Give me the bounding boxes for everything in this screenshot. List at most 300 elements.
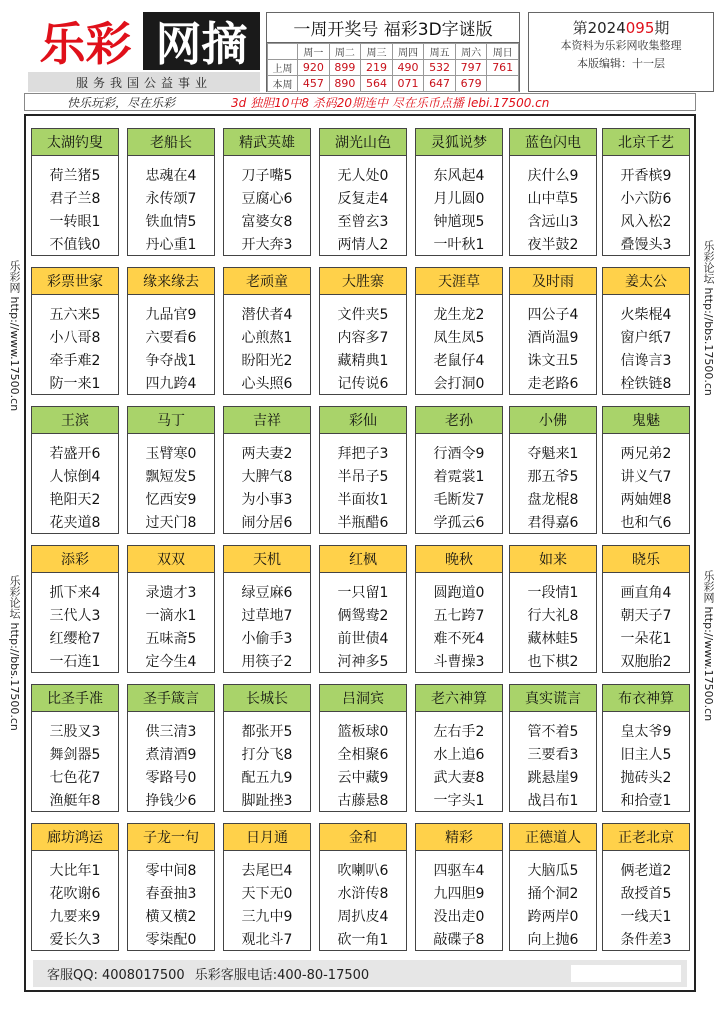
riddle-item: 红缨枪7 bbox=[49, 631, 101, 647]
riddle-item: 配五九9 bbox=[241, 770, 293, 786]
card-title: 太湖钓叟 bbox=[32, 129, 118, 156]
card-title: 老船长 bbox=[128, 129, 214, 156]
card-title: 子龙一句 bbox=[128, 824, 214, 851]
card-title: 金和 bbox=[320, 824, 406, 851]
riddle-item: 月儿圆0 bbox=[433, 191, 485, 207]
riddle-item: 捅个洞2 bbox=[527, 886, 579, 902]
card-title: 晚秋 bbox=[416, 546, 502, 573]
riddle-item: 人惊倒4 bbox=[49, 469, 101, 485]
riddle-item: 诛文丑5 bbox=[527, 353, 579, 369]
riddle-item: 防一来1 bbox=[49, 376, 101, 392]
footer-blank-box bbox=[571, 965, 681, 982]
riddle-item: 全相聚6 bbox=[337, 747, 389, 763]
puzzle-card bbox=[223, 267, 311, 395]
card-items bbox=[320, 156, 406, 257]
day-cell: 周四 bbox=[392, 44, 424, 60]
card-title: 缘来缘去 bbox=[128, 268, 214, 295]
side-text-right-bottom: 乐彩网 http://www.17500.cn bbox=[702, 570, 715, 722]
riddle-item: 过草地7 bbox=[241, 608, 293, 624]
card-title: 吉祥 bbox=[224, 407, 310, 434]
riddle-item: 开大奔3 bbox=[241, 237, 293, 253]
puzzle-card bbox=[319, 406, 407, 534]
riddle-item: 两兄弟2 bbox=[620, 446, 672, 462]
riddle-item: 两夫妻2 bbox=[241, 446, 293, 462]
results-this-week-row bbox=[268, 76, 519, 92]
header bbox=[8, 6, 712, 90]
riddle-item: 九品官9 bbox=[145, 307, 197, 323]
day-cell: 周三 bbox=[361, 44, 393, 60]
card-items bbox=[128, 295, 214, 396]
ticker-bar bbox=[24, 93, 696, 111]
lottery-results-box bbox=[266, 12, 520, 92]
riddle-item: 天下无0 bbox=[241, 886, 293, 902]
result-number: 890 bbox=[329, 76, 361, 92]
puzzle-card bbox=[127, 128, 215, 256]
card-title: 老六神算 bbox=[416, 685, 502, 712]
card-title: 正德道人 bbox=[510, 824, 596, 851]
riddle-item: 心煎熬1 bbox=[241, 330, 293, 346]
riddle-item: 都张开5 bbox=[241, 724, 293, 740]
puzzle-card bbox=[31, 545, 119, 673]
riddle-item: 观北斗7 bbox=[241, 932, 293, 948]
puzzle-card bbox=[127, 406, 215, 534]
card-title: 老孙 bbox=[416, 407, 502, 434]
riddle-item: 刀子嘴5 bbox=[241, 168, 293, 184]
puzzle-card bbox=[223, 128, 311, 256]
issue-note: 本资料为乐彩网收集整理 bbox=[560, 39, 682, 52]
card-items bbox=[224, 851, 310, 952]
riddle-item: 向上抛6 bbox=[527, 932, 579, 948]
card-row bbox=[31, 267, 689, 395]
puzzle-card bbox=[319, 128, 407, 256]
card-items bbox=[320, 434, 406, 535]
result-number: 679 bbox=[455, 76, 487, 92]
card-items bbox=[224, 712, 310, 813]
riddle-item: 文件夹5 bbox=[337, 307, 389, 323]
riddle-item: 五味斋5 bbox=[145, 631, 197, 647]
card-title: 天涯草 bbox=[416, 268, 502, 295]
riddle-item: 内容多7 bbox=[337, 330, 389, 346]
puzzle-card bbox=[602, 684, 690, 812]
riddle-item: 四公子4 bbox=[527, 307, 579, 323]
riddle-item: 讲义气7 bbox=[620, 469, 672, 485]
card-title: 大胜寨 bbox=[320, 268, 406, 295]
riddle-item: 富婆女8 bbox=[241, 214, 293, 230]
puzzle-card bbox=[223, 406, 311, 534]
riddle-item: 忆西安9 bbox=[145, 492, 197, 508]
card-items bbox=[603, 851, 689, 952]
result-number: 457 bbox=[298, 76, 330, 92]
riddle-item: 火柴棍4 bbox=[620, 307, 672, 323]
riddle-item: 行酒令9 bbox=[433, 446, 485, 462]
card-title: 比圣手准 bbox=[32, 685, 118, 712]
card-items bbox=[416, 295, 502, 396]
card-items bbox=[32, 295, 118, 396]
slogan: 服务我国公益事业 bbox=[28, 72, 260, 92]
riddle-item: 开香槟9 bbox=[620, 168, 672, 184]
riddle-item: 皇太爷9 bbox=[620, 724, 672, 740]
result-number: 761 bbox=[487, 60, 519, 76]
riddle-item: 七色花7 bbox=[49, 770, 101, 786]
riddle-item: 零路号0 bbox=[145, 770, 197, 786]
card-title: 双双 bbox=[128, 546, 214, 573]
riddle-item: 挣钱少6 bbox=[145, 793, 197, 809]
card-title: 日月通 bbox=[224, 824, 310, 851]
puzzle-card bbox=[319, 823, 407, 951]
riddle-item: 心头照6 bbox=[241, 376, 293, 392]
riddle-item: 和拾壹1 bbox=[620, 793, 672, 809]
card-items bbox=[128, 156, 214, 257]
riddle-item: 煮清酒9 bbox=[145, 747, 197, 763]
day-cell: 周六 bbox=[455, 44, 487, 60]
riddle-item: 敌授首5 bbox=[620, 886, 672, 902]
puzzle-card bbox=[509, 128, 597, 256]
puzzle-card bbox=[127, 267, 215, 395]
riddle-item: 记传说6 bbox=[337, 376, 389, 392]
riddle-item: 三股叉3 bbox=[49, 724, 101, 740]
riddle-item: 老鼠仔4 bbox=[433, 353, 485, 369]
card-title: 廊坊鸿运 bbox=[32, 824, 118, 851]
card-items bbox=[32, 851, 118, 952]
riddle-item: 条件差3 bbox=[620, 932, 672, 948]
riddle-item: 画直角4 bbox=[620, 585, 672, 601]
puzzle-card bbox=[415, 406, 503, 534]
puzzle-card bbox=[602, 267, 690, 395]
footer bbox=[33, 960, 687, 987]
riddle-item: 丹心重1 bbox=[145, 237, 197, 253]
riddle-item: 爱长久3 bbox=[49, 932, 101, 948]
riddle-item: 双胞胎2 bbox=[620, 654, 672, 670]
result-number: 490 bbox=[392, 60, 424, 76]
riddle-item: 一段情1 bbox=[527, 585, 579, 601]
riddle-item: 周扒皮4 bbox=[337, 909, 389, 925]
result-number: 899 bbox=[329, 60, 361, 76]
riddle-item: 打分飞8 bbox=[241, 747, 293, 763]
day-cell: 周日 bbox=[487, 44, 519, 60]
card-items bbox=[603, 156, 689, 257]
riddle-item: 若盛开6 bbox=[49, 446, 101, 462]
card-title: 精武英雄 bbox=[224, 129, 310, 156]
riddle-item: 录遗才3 bbox=[145, 585, 197, 601]
riddle-item: 一叶秋1 bbox=[433, 237, 485, 253]
puzzle-card bbox=[509, 684, 597, 812]
riddle-item: 云中藏9 bbox=[337, 770, 389, 786]
card-items bbox=[510, 851, 596, 952]
riddle-item: 四九跨4 bbox=[145, 376, 197, 392]
riddle-item: 含远山3 bbox=[527, 214, 579, 230]
riddle-item: 窗户纸7 bbox=[620, 330, 672, 346]
riddle-item: 酒尚温9 bbox=[527, 330, 579, 346]
riddle-item: 也和气6 bbox=[620, 515, 672, 531]
riddle-item: 九四胆9 bbox=[433, 886, 485, 902]
riddle-item: 武大妻8 bbox=[433, 770, 485, 786]
card-items bbox=[224, 156, 310, 257]
card-items bbox=[510, 295, 596, 396]
riddle-item: 水上追6 bbox=[433, 747, 485, 763]
riddle-item: 凤生凤5 bbox=[433, 330, 485, 346]
results-title: 一周开奖号 福彩3D字谜版 bbox=[267, 13, 519, 43]
riddle-item: 玉臂寒0 bbox=[145, 446, 197, 462]
puzzle-card bbox=[509, 406, 597, 534]
card-title: 马丁 bbox=[128, 407, 214, 434]
card-items bbox=[416, 156, 502, 257]
riddle-item: 反复走4 bbox=[337, 191, 389, 207]
result-number: 219 bbox=[361, 60, 393, 76]
result-number: 071 bbox=[392, 76, 424, 92]
card-items bbox=[510, 712, 596, 813]
puzzle-card bbox=[223, 823, 311, 951]
card-items bbox=[320, 851, 406, 952]
riddle-item: 盘龙棍8 bbox=[527, 492, 579, 508]
card-items bbox=[224, 295, 310, 396]
puzzle-card bbox=[31, 267, 119, 395]
riddle-item: 走老路6 bbox=[527, 376, 579, 392]
riddle-item: 一滴水1 bbox=[145, 608, 197, 624]
riddle-item: 信谗言3 bbox=[620, 353, 672, 369]
logo-black-text: 网摘 bbox=[143, 12, 260, 70]
riddle-item: 渔艇年8 bbox=[49, 793, 101, 809]
side-text-left-top: 乐彩网 http://www.17500.cn bbox=[8, 260, 21, 412]
puzzle-card bbox=[223, 545, 311, 673]
card-row bbox=[31, 545, 689, 673]
day-cell: 周一 bbox=[298, 44, 330, 60]
riddle-item: 争夺战1 bbox=[145, 353, 197, 369]
card-items bbox=[128, 712, 214, 813]
card-title: 北京千艺 bbox=[603, 129, 689, 156]
ticker-left: 快乐玩彩，尽在乐彩 bbox=[67, 95, 176, 110]
results-last-week-row bbox=[268, 60, 519, 76]
riddle-item: 行大礼8 bbox=[527, 608, 579, 624]
riddle-item: 抓下来4 bbox=[49, 585, 101, 601]
riddle-item: 忠魂在4 bbox=[145, 168, 197, 184]
card-items bbox=[416, 851, 502, 952]
puzzle-card bbox=[31, 406, 119, 534]
puzzle-card bbox=[415, 128, 503, 256]
riddle-item: 管不着5 bbox=[527, 724, 579, 740]
riddle-item: 着霓裳1 bbox=[433, 469, 485, 485]
riddle-item: 零中间8 bbox=[145, 863, 197, 879]
riddle-item: 跨两岸0 bbox=[527, 909, 579, 925]
riddle-item: 大脾气8 bbox=[241, 469, 293, 485]
card-items bbox=[510, 573, 596, 674]
card-row bbox=[31, 406, 689, 534]
card-title: 蓝色闪电 bbox=[510, 129, 596, 156]
riddle-item: 花吹谢6 bbox=[49, 886, 101, 902]
riddle-item: 风入松2 bbox=[620, 214, 672, 230]
riddle-item: 拜把子3 bbox=[337, 446, 389, 462]
riddle-item: 俩老道2 bbox=[620, 863, 672, 879]
result-number: 647 bbox=[424, 76, 456, 92]
riddle-item: 一石连1 bbox=[49, 654, 101, 670]
riddle-item: 荷兰猪5 bbox=[49, 168, 101, 184]
riddle-item: 三要看3 bbox=[527, 747, 579, 763]
card-items bbox=[128, 573, 214, 674]
footer-qq: 客服QQ: 4008017500 bbox=[47, 968, 185, 983]
riddle-item: 栓铁链8 bbox=[620, 376, 672, 392]
card-title: 红枫 bbox=[320, 546, 406, 573]
riddle-item: 零柒配0 bbox=[145, 932, 197, 948]
puzzle-card bbox=[319, 545, 407, 673]
card-title: 鬼魅 bbox=[603, 407, 689, 434]
riddle-item: 一线天1 bbox=[620, 909, 672, 925]
card-title: 天机 bbox=[224, 546, 310, 573]
riddle-item: 山中草5 bbox=[527, 191, 579, 207]
card-title: 湖光山色 bbox=[320, 129, 406, 156]
card-items bbox=[32, 712, 118, 813]
card-title: 老顽童 bbox=[224, 268, 310, 295]
riddle-item: 一只留1 bbox=[337, 585, 389, 601]
riddle-item: 砍一角1 bbox=[337, 932, 389, 948]
card-title: 圣手箴言 bbox=[128, 685, 214, 712]
riddle-item: 也下棋2 bbox=[527, 654, 579, 670]
riddle-item: 小八哥8 bbox=[49, 330, 101, 346]
card-items bbox=[510, 434, 596, 535]
riddle-item: 五七跨7 bbox=[433, 608, 485, 624]
puzzle-card bbox=[415, 545, 503, 673]
riddle-item: 牵手难2 bbox=[49, 353, 101, 369]
card-title: 小佛 bbox=[510, 407, 596, 434]
card-items bbox=[510, 156, 596, 257]
puzzle-card bbox=[415, 684, 503, 812]
riddle-item: 艳阳天2 bbox=[49, 492, 101, 508]
riddle-item: 难不死4 bbox=[433, 631, 485, 647]
card-items bbox=[128, 434, 214, 535]
card-title: 彩仙 bbox=[320, 407, 406, 434]
riddle-item: 小六防6 bbox=[620, 191, 672, 207]
riddle-item: 朝天子7 bbox=[620, 608, 672, 624]
riddle-item: 君子兰8 bbox=[49, 191, 101, 207]
card-title: 及时雨 bbox=[510, 268, 596, 295]
riddle-item: 一字头1 bbox=[433, 793, 485, 809]
card-items bbox=[320, 295, 406, 396]
riddle-item: 敲碟子8 bbox=[433, 932, 485, 948]
puzzle-card bbox=[127, 545, 215, 673]
riddle-item: 半瓶醋6 bbox=[337, 515, 389, 531]
riddle-item: 俩鸳鸯2 bbox=[337, 608, 389, 624]
riddle-item: 没出走0 bbox=[433, 909, 485, 925]
puzzle-card bbox=[31, 128, 119, 256]
riddle-item: 绿豆麻6 bbox=[241, 585, 293, 601]
riddle-item: 为小事3 bbox=[241, 492, 293, 508]
puzzle-card bbox=[602, 545, 690, 673]
riddle-item: 篮板球0 bbox=[337, 724, 389, 740]
card-title: 灵狐说梦 bbox=[416, 129, 502, 156]
card-items bbox=[603, 573, 689, 674]
riddle-item: 去尾巴4 bbox=[241, 863, 293, 879]
puzzle-card bbox=[319, 267, 407, 395]
riddle-item: 吹喇叭6 bbox=[337, 863, 389, 879]
puzzle-card bbox=[127, 823, 215, 951]
riddle-item: 夜半鼓2 bbox=[527, 237, 579, 253]
card-title: 长城长 bbox=[224, 685, 310, 712]
puzzle-card bbox=[509, 267, 597, 395]
riddle-item: 前世债4 bbox=[337, 631, 389, 647]
riddle-item: 跳悬崖9 bbox=[527, 770, 579, 786]
riddle-item: 叠馒头3 bbox=[620, 237, 672, 253]
puzzle-card bbox=[602, 823, 690, 951]
riddle-item: 两妯娌8 bbox=[620, 492, 672, 508]
result-number: 920 bbox=[298, 60, 330, 76]
card-items bbox=[32, 156, 118, 257]
card-title: 彩票世家 bbox=[32, 268, 118, 295]
card-title: 正老北京 bbox=[603, 824, 689, 851]
footer-phone: 乐彩客服电话:400-80-17500 bbox=[194, 968, 370, 983]
card-title: 王滨 bbox=[32, 407, 118, 434]
riddle-item: 圆跑道0 bbox=[433, 585, 485, 601]
riddle-item: 古藤悬8 bbox=[337, 793, 389, 809]
riddle-item: 钟馗现5 bbox=[433, 214, 485, 230]
riddle-item: 战吕布1 bbox=[527, 793, 579, 809]
riddle-item: 夺魁来1 bbox=[527, 446, 579, 462]
riddle-item: 盼阳光2 bbox=[241, 353, 293, 369]
puzzle-card bbox=[509, 545, 597, 673]
riddle-item: 横又横2 bbox=[145, 909, 197, 925]
riddle-item: 不值钱0 bbox=[49, 237, 101, 253]
riddle-item: 五六来5 bbox=[49, 307, 101, 323]
riddle-item: 大比年1 bbox=[49, 863, 101, 879]
card-items bbox=[224, 434, 310, 535]
riddle-item: 毛断发7 bbox=[433, 492, 485, 508]
card-title: 晓乐 bbox=[603, 546, 689, 573]
riddle-item: 闹分居6 bbox=[241, 515, 293, 531]
riddle-item: 六要看6 bbox=[145, 330, 197, 346]
card-items bbox=[603, 295, 689, 396]
riddle-item: 飘短发5 bbox=[145, 469, 197, 485]
puzzle-card bbox=[31, 823, 119, 951]
riddle-item: 至曾玄3 bbox=[337, 214, 389, 230]
riddle-item: 一朵花1 bbox=[620, 631, 672, 647]
riddle-item: 半吊子5 bbox=[337, 469, 389, 485]
riddle-item: 抛砖头2 bbox=[620, 770, 672, 786]
side-text-right-top: 乐彩论坛 http://bbs.17500.cn bbox=[702, 240, 715, 396]
results-table bbox=[267, 43, 519, 92]
riddle-item: 斗曹操3 bbox=[433, 654, 485, 670]
riddle-item: 潜伏者4 bbox=[241, 307, 293, 323]
week-label: 上周 bbox=[268, 60, 298, 76]
puzzle-card bbox=[31, 684, 119, 812]
card-title: 精彩 bbox=[416, 824, 502, 851]
riddle-item: 四驱车4 bbox=[433, 863, 485, 879]
card-title: 吕洞宾 bbox=[320, 685, 406, 712]
riddle-item: 东风起4 bbox=[433, 168, 485, 184]
riddle-item: 铁血情5 bbox=[145, 214, 197, 230]
result-number: 564 bbox=[361, 76, 393, 92]
card-items bbox=[32, 434, 118, 535]
card-items bbox=[416, 712, 502, 813]
riddle-item: 舞剑器5 bbox=[49, 747, 101, 763]
puzzle-card bbox=[415, 267, 503, 395]
riddle-item: 脚趾挫3 bbox=[241, 793, 293, 809]
riddle-item: 藏林蛙5 bbox=[527, 631, 579, 647]
card-row bbox=[31, 823, 689, 951]
riddle-item: 九要来9 bbox=[49, 909, 101, 925]
issue-editor: 本版编辑：十一层 bbox=[577, 57, 665, 70]
puzzle-card bbox=[509, 823, 597, 951]
riddle-item: 豆腐心6 bbox=[241, 191, 293, 207]
week-label: 本周 bbox=[268, 76, 298, 92]
day-cell bbox=[268, 44, 298, 60]
riddle-item: 龙生龙2 bbox=[433, 307, 485, 323]
card-items bbox=[320, 573, 406, 674]
card-title: 添彩 bbox=[32, 546, 118, 573]
card-items bbox=[416, 573, 502, 674]
riddle-item: 旧主人5 bbox=[620, 747, 672, 763]
riddle-item: 一转眼1 bbox=[49, 214, 101, 230]
issue-number: 第2024095期 bbox=[572, 19, 670, 37]
card-items bbox=[603, 434, 689, 535]
logo-red-text: 乐彩 bbox=[28, 12, 143, 70]
puzzle-card bbox=[602, 406, 690, 534]
